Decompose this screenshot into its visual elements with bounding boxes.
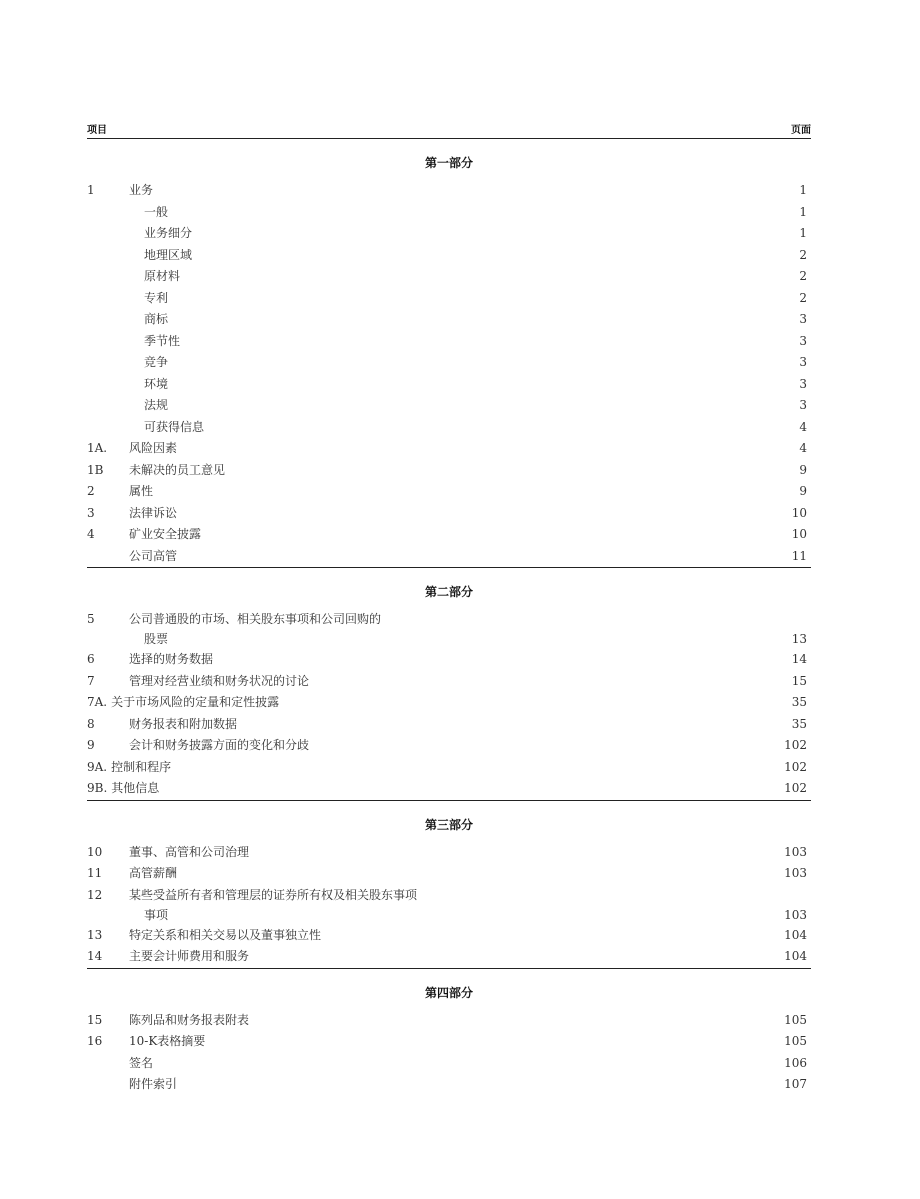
item-title: 未解决的员工意见 — [129, 462, 226, 477]
item-title: 特定关系和相关交易以及董事独立性 — [129, 927, 322, 942]
header-page-label: 页面 — [791, 125, 811, 136]
toc-row[interactable] — [87, 714, 811, 736]
item-title: 矿业安全披露 — [129, 527, 202, 541]
item-title: 法律诉讼 — [129, 505, 178, 520]
item-number: 4 — [87, 527, 95, 541]
item-title: 风险因素 — [129, 441, 178, 455]
toc-row[interactable] — [87, 460, 811, 482]
toc-row[interactable] — [87, 1010, 811, 1032]
item-title-line2: 事项 — [144, 907, 169, 922]
part-title: 第一部分 — [424, 156, 473, 170]
item-page-number: 104 — [784, 927, 807, 942]
item-number: 6 — [87, 652, 95, 666]
item-page-number: 2 — [799, 290, 807, 305]
toc-row[interactable] — [87, 417, 811, 439]
item-title: 签名 — [129, 1055, 154, 1070]
item-title: 专利 — [144, 290, 169, 305]
item-page-number: 103 — [784, 866, 807, 880]
item-page-number: 102 — [784, 781, 807, 795]
item-title: 商标 — [144, 312, 169, 326]
item-page-number: 3 — [799, 333, 807, 348]
item-number: 10 — [87, 844, 103, 859]
item-page-number: 107 — [784, 1077, 807, 1091]
item-page-number: 105 — [784, 1034, 807, 1048]
toc-part-4 — [87, 986, 811, 1096]
toc-row[interactable] — [87, 863, 811, 885]
toc-part-1 — [87, 156, 811, 568]
toc-row[interactable] — [87, 245, 811, 267]
header-item-label: 项目 — [87, 125, 107, 136]
toc-part-2 — [87, 585, 811, 801]
item-number: 11 — [87, 866, 103, 880]
part-title: 第三部分 — [424, 817, 473, 832]
toc-row[interactable] — [87, 671, 811, 693]
toc-row[interactable] — [87, 374, 811, 396]
item-title-line1: 某些受益所有者和管理层的证券所有权及相关股东事项 — [129, 887, 418, 902]
item-page-number: 3 — [799, 355, 807, 369]
toc-row[interactable] — [87, 1074, 811, 1096]
toc-header — [87, 124, 811, 139]
item-page-number: 13 — [791, 632, 807, 646]
item-title: 会计和财务披露方面的变化和分歧 — [129, 738, 310, 752]
item-page-number: 1 — [799, 183, 807, 197]
toc-row[interactable] — [87, 735, 811, 757]
toc-row[interactable] — [87, 524, 811, 546]
item-title — [129, 609, 747, 649]
toc-row[interactable] — [87, 885, 811, 925]
toc-row[interactable] — [87, 649, 811, 671]
part-title: 第四部分 — [424, 985, 473, 1000]
item-number: 16 — [87, 1034, 103, 1048]
item-number: 5 — [87, 612, 95, 626]
item-page-number: 9 — [799, 462, 807, 477]
item-title: 陈列品和财务报表附表 — [129, 1012, 250, 1027]
toc-row[interactable] — [87, 778, 811, 800]
item-number: 9A. — [87, 759, 108, 774]
item-number: 14 — [87, 949, 103, 963]
item-title: 季节性 — [144, 333, 181, 348]
toc-part-3 — [87, 818, 811, 969]
toc-row[interactable] — [87, 438, 811, 460]
item-number: 7A. — [87, 695, 108, 709]
table-of-contents — [87, 124, 811, 1096]
item-title: 财务报表和附加数据 — [129, 716, 238, 731]
toc-row[interactable] — [87, 925, 811, 947]
item-title: 10-K表格摘要 — [129, 1034, 206, 1048]
toc-parts — [87, 156, 811, 1096]
item-number: 7 — [87, 673, 95, 688]
toc-row[interactable] — [87, 609, 811, 649]
item-number: 3 — [87, 505, 95, 520]
toc-row[interactable] — [87, 546, 811, 568]
item-number: 8 — [87, 716, 95, 731]
item-page-number: 3 — [799, 398, 807, 412]
toc-row[interactable] — [87, 352, 811, 374]
item-page-number: 3 — [799, 312, 807, 326]
item-number: 2 — [87, 484, 95, 498]
item-title: 竞争 — [144, 355, 169, 369]
item-title-line2: 股票 — [144, 632, 169, 646]
item-page-number: 11 — [791, 548, 807, 563]
item-title: 地理区域 — [144, 247, 193, 262]
toc-row[interactable] — [87, 757, 811, 779]
item-title: 其他信息 — [111, 781, 160, 795]
toc-row[interactable] — [87, 309, 811, 331]
item-title: 原材料 — [144, 269, 181, 283]
item-title: 可获得信息 — [144, 419, 205, 434]
item-page-number: 10 — [791, 527, 807, 541]
item-title: 业务细分 — [144, 226, 193, 240]
toc-row[interactable] — [87, 481, 811, 503]
item-title: 董事、高管和公司治理 — [129, 844, 250, 859]
item-title: 管理对经营业绩和财务状况的讨论 — [129, 673, 310, 688]
item-number: 1A. — [87, 441, 108, 455]
toc-row[interactable] — [87, 180, 811, 202]
item-page-number: 102 — [784, 738, 807, 752]
item-title: 高管薪酬 — [129, 866, 178, 880]
item-title: 属性 — [129, 484, 154, 498]
item-page-number: 1 — [799, 204, 807, 219]
toc-row[interactable] — [87, 266, 811, 288]
item-page-number: 105 — [784, 1012, 807, 1027]
toc-row[interactable] — [87, 503, 811, 525]
item-page-number: 35 — [791, 716, 807, 731]
toc-row[interactable] — [87, 692, 811, 714]
item-title: 附件索引 — [129, 1077, 178, 1091]
toc-row[interactable] — [87, 288, 811, 310]
item-page-number: 2 — [799, 269, 807, 283]
item-title-line1: 公司普通股的市场、相关股东事项和公司回购的 — [129, 612, 382, 626]
item-number: 12 — [87, 887, 103, 902]
item-page-number: 3 — [799, 376, 807, 391]
item-page-number: 103 — [784, 844, 807, 859]
item-number: 13 — [87, 927, 103, 942]
item-page-number: 4 — [799, 419, 807, 434]
item-number: 9B. — [87, 781, 108, 795]
item-title: 选择的财务数据 — [129, 652, 214, 666]
item-number: 1 — [87, 183, 95, 197]
item-title: 关于市场风险的定量和定性披露 — [111, 695, 280, 709]
toc-row[interactable] — [87, 842, 811, 864]
item-page-number: 4 — [799, 441, 807, 455]
item-page-number: 104 — [784, 949, 807, 963]
item-page-number: 15 — [791, 673, 807, 688]
item-page-number: 103 — [784, 907, 807, 922]
item-page-number: 35 — [791, 695, 807, 709]
item-title: 公司高管 — [129, 548, 178, 563]
toc-row[interactable] — [87, 202, 811, 224]
item-page-number: 10 — [791, 505, 807, 520]
item-title: 控制和程序 — [111, 759, 172, 774]
item-page-number: 14 — [791, 652, 807, 666]
toc-row[interactable] — [87, 223, 811, 245]
item-title: 业务 — [129, 183, 154, 197]
item-title: 主要会计师费用和服务 — [129, 949, 250, 963]
item-number: 15 — [87, 1012, 103, 1027]
toc-row[interactable] — [87, 395, 811, 417]
toc-row[interactable] — [87, 1053, 811, 1075]
toc-row[interactable] — [87, 1031, 811, 1053]
toc-row[interactable] — [87, 946, 811, 968]
toc-row[interactable] — [87, 331, 811, 353]
item-number: 9 — [87, 738, 95, 752]
item-page-number: 2 — [799, 247, 807, 262]
item-page-number: 102 — [784, 759, 807, 774]
item-number: 1B — [87, 462, 104, 477]
item-title: 一般 — [144, 204, 169, 219]
part-title: 第二部分 — [424, 585, 473, 599]
item-page-number: 106 — [784, 1055, 807, 1070]
item-title — [129, 885, 747, 925]
item-page-number: 9 — [799, 484, 807, 498]
item-page-number: 1 — [799, 226, 807, 240]
item-title: 法规 — [144, 398, 169, 412]
item-title: 环境 — [144, 376, 169, 391]
